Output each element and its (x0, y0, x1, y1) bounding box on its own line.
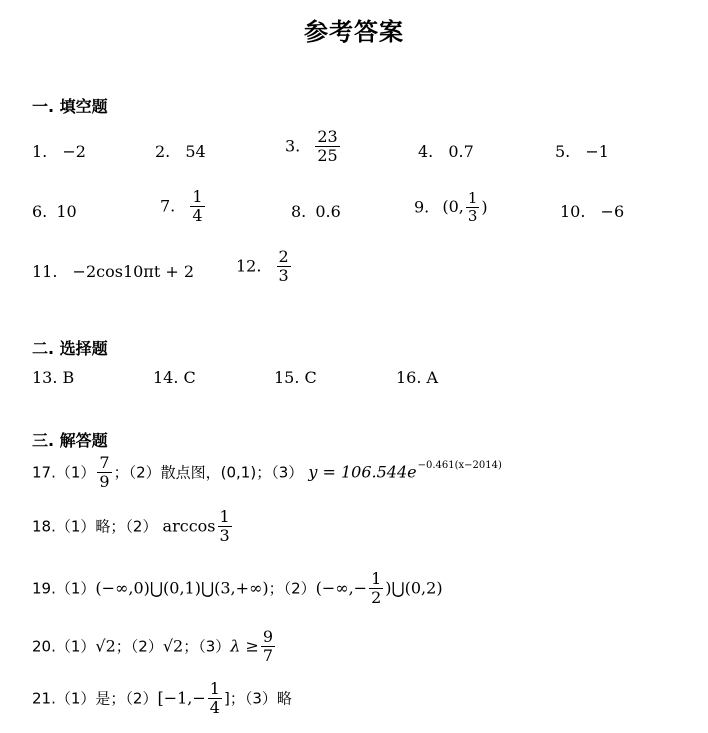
answer-value: −2 (62, 142, 86, 161)
answer-part: ；（3） (183, 637, 231, 656)
answer-part: √2 (95, 636, 116, 656)
answer-13: 13. B (32, 368, 75, 387)
answer-16: 16. A (396, 368, 439, 387)
numerator: 1 (219, 507, 230, 526)
answer-15: 15. C (274, 368, 317, 387)
answer-18 (32, 508, 234, 546)
answer-label: 4. (418, 142, 434, 161)
fraction (208, 680, 222, 718)
answer-value: −2cos10πt + 2 (72, 262, 194, 281)
answer-8 (291, 202, 341, 221)
answer-label: 21.（1）是；（2） (32, 689, 158, 708)
answer-value: 0.7 (448, 142, 474, 161)
numerator: 1 (192, 187, 203, 206)
answer-suffix: ) (481, 197, 488, 217)
answer-value: −1 (585, 142, 609, 161)
answer-10 (560, 202, 624, 221)
answer-part: √2 (162, 636, 184, 656)
fraction (261, 628, 275, 666)
answer-label: 5. (555, 142, 571, 161)
denominator: 3 (467, 207, 478, 226)
exponent: −0.461(x−2014) (417, 460, 502, 472)
denominator: 9 (99, 472, 110, 492)
answer-19 (32, 570, 443, 608)
denominator: 2 (371, 588, 382, 608)
answer-5 (555, 142, 609, 161)
answer-label: 20.（1） (32, 637, 96, 656)
denominator: 7 (262, 646, 274, 666)
fraction (315, 128, 339, 166)
answer-label: 11. (32, 262, 58, 281)
answer-11 (32, 262, 194, 281)
fraction (466, 190, 480, 226)
answer-label: 8. (291, 202, 307, 221)
answer-14: 14. C (153, 368, 196, 387)
numerator: 7 (99, 453, 110, 472)
answer-part: [−1,− (157, 688, 206, 708)
answer-part: (−∞,0)⋃(0,1)⋃(3,+∞) (95, 578, 269, 598)
numerator: 1 (371, 569, 382, 588)
answer-value: 54 (185, 142, 206, 161)
numerator: 1 (467, 189, 478, 207)
answer-6 (32, 202, 77, 221)
fraction (190, 188, 204, 226)
fraction (277, 248, 291, 286)
answer-label: 2. (155, 142, 171, 161)
denominator: 4 (209, 698, 220, 718)
answer-4 (418, 142, 474, 161)
answer-part: ]；（3）略 (223, 689, 292, 708)
section-choice-heading: 二. 选择题 (32, 339, 108, 358)
answer-2 (155, 142, 206, 161)
answer-label: 7. (160, 196, 176, 216)
denominator: 3 (219, 526, 230, 546)
answer-label: 9. (414, 197, 430, 217)
numerator: 1 (209, 679, 220, 698)
answer-label: 19.（1） (32, 579, 96, 598)
answer-1 (32, 142, 86, 161)
answer-value: 0.6 (315, 202, 341, 221)
denominator: 3 (278, 266, 289, 286)
answer-label: 17.（1） (32, 463, 96, 482)
answer-12 (236, 248, 293, 286)
answer-part: ；（2） (268, 579, 316, 598)
answer-3 (285, 128, 342, 166)
fraction (369, 570, 383, 608)
fraction (97, 454, 111, 492)
denominator: 4 (192, 206, 203, 226)
numerator: 2 (278, 247, 289, 266)
answer-label: 6. (32, 202, 48, 221)
fraction (218, 508, 232, 546)
answer-value: 10 (56, 202, 77, 221)
section-solve-heading: 三. 解答题 (32, 431, 108, 450)
answer-part: ；（2） (115, 637, 163, 656)
answer-label: 18.（1）略；（2） (32, 517, 158, 536)
answer-part: )⋃(0,2) (385, 578, 443, 598)
answer-part: (−∞,− (315, 578, 368, 598)
answer-label: 12. (236, 256, 262, 276)
answer-prefix: (0, (442, 197, 464, 217)
answer-value: −6 (600, 202, 625, 221)
answer-function: arccos (162, 516, 216, 536)
answer-label: 3. (285, 136, 301, 156)
equation: y = 106.544e (308, 462, 417, 482)
inequality: λ ≥ (230, 636, 259, 656)
denominator: 25 (317, 146, 338, 166)
answer-7 (160, 188, 207, 226)
answer-20 (32, 628, 277, 666)
numerator: 23 (317, 127, 338, 146)
section-fill-heading: 一. 填空题 (32, 97, 108, 116)
answer-21 (32, 680, 292, 718)
answer-17 (32, 454, 502, 492)
numerator: 9 (262, 627, 274, 646)
page-title: 参考答案 (304, 18, 404, 46)
answer-9 (414, 190, 488, 226)
answer-label: 1. (32, 142, 48, 161)
answer-label: 10. (560, 202, 586, 221)
answer-part: ；（2）散点图，(0,1)；（3） (113, 463, 304, 482)
